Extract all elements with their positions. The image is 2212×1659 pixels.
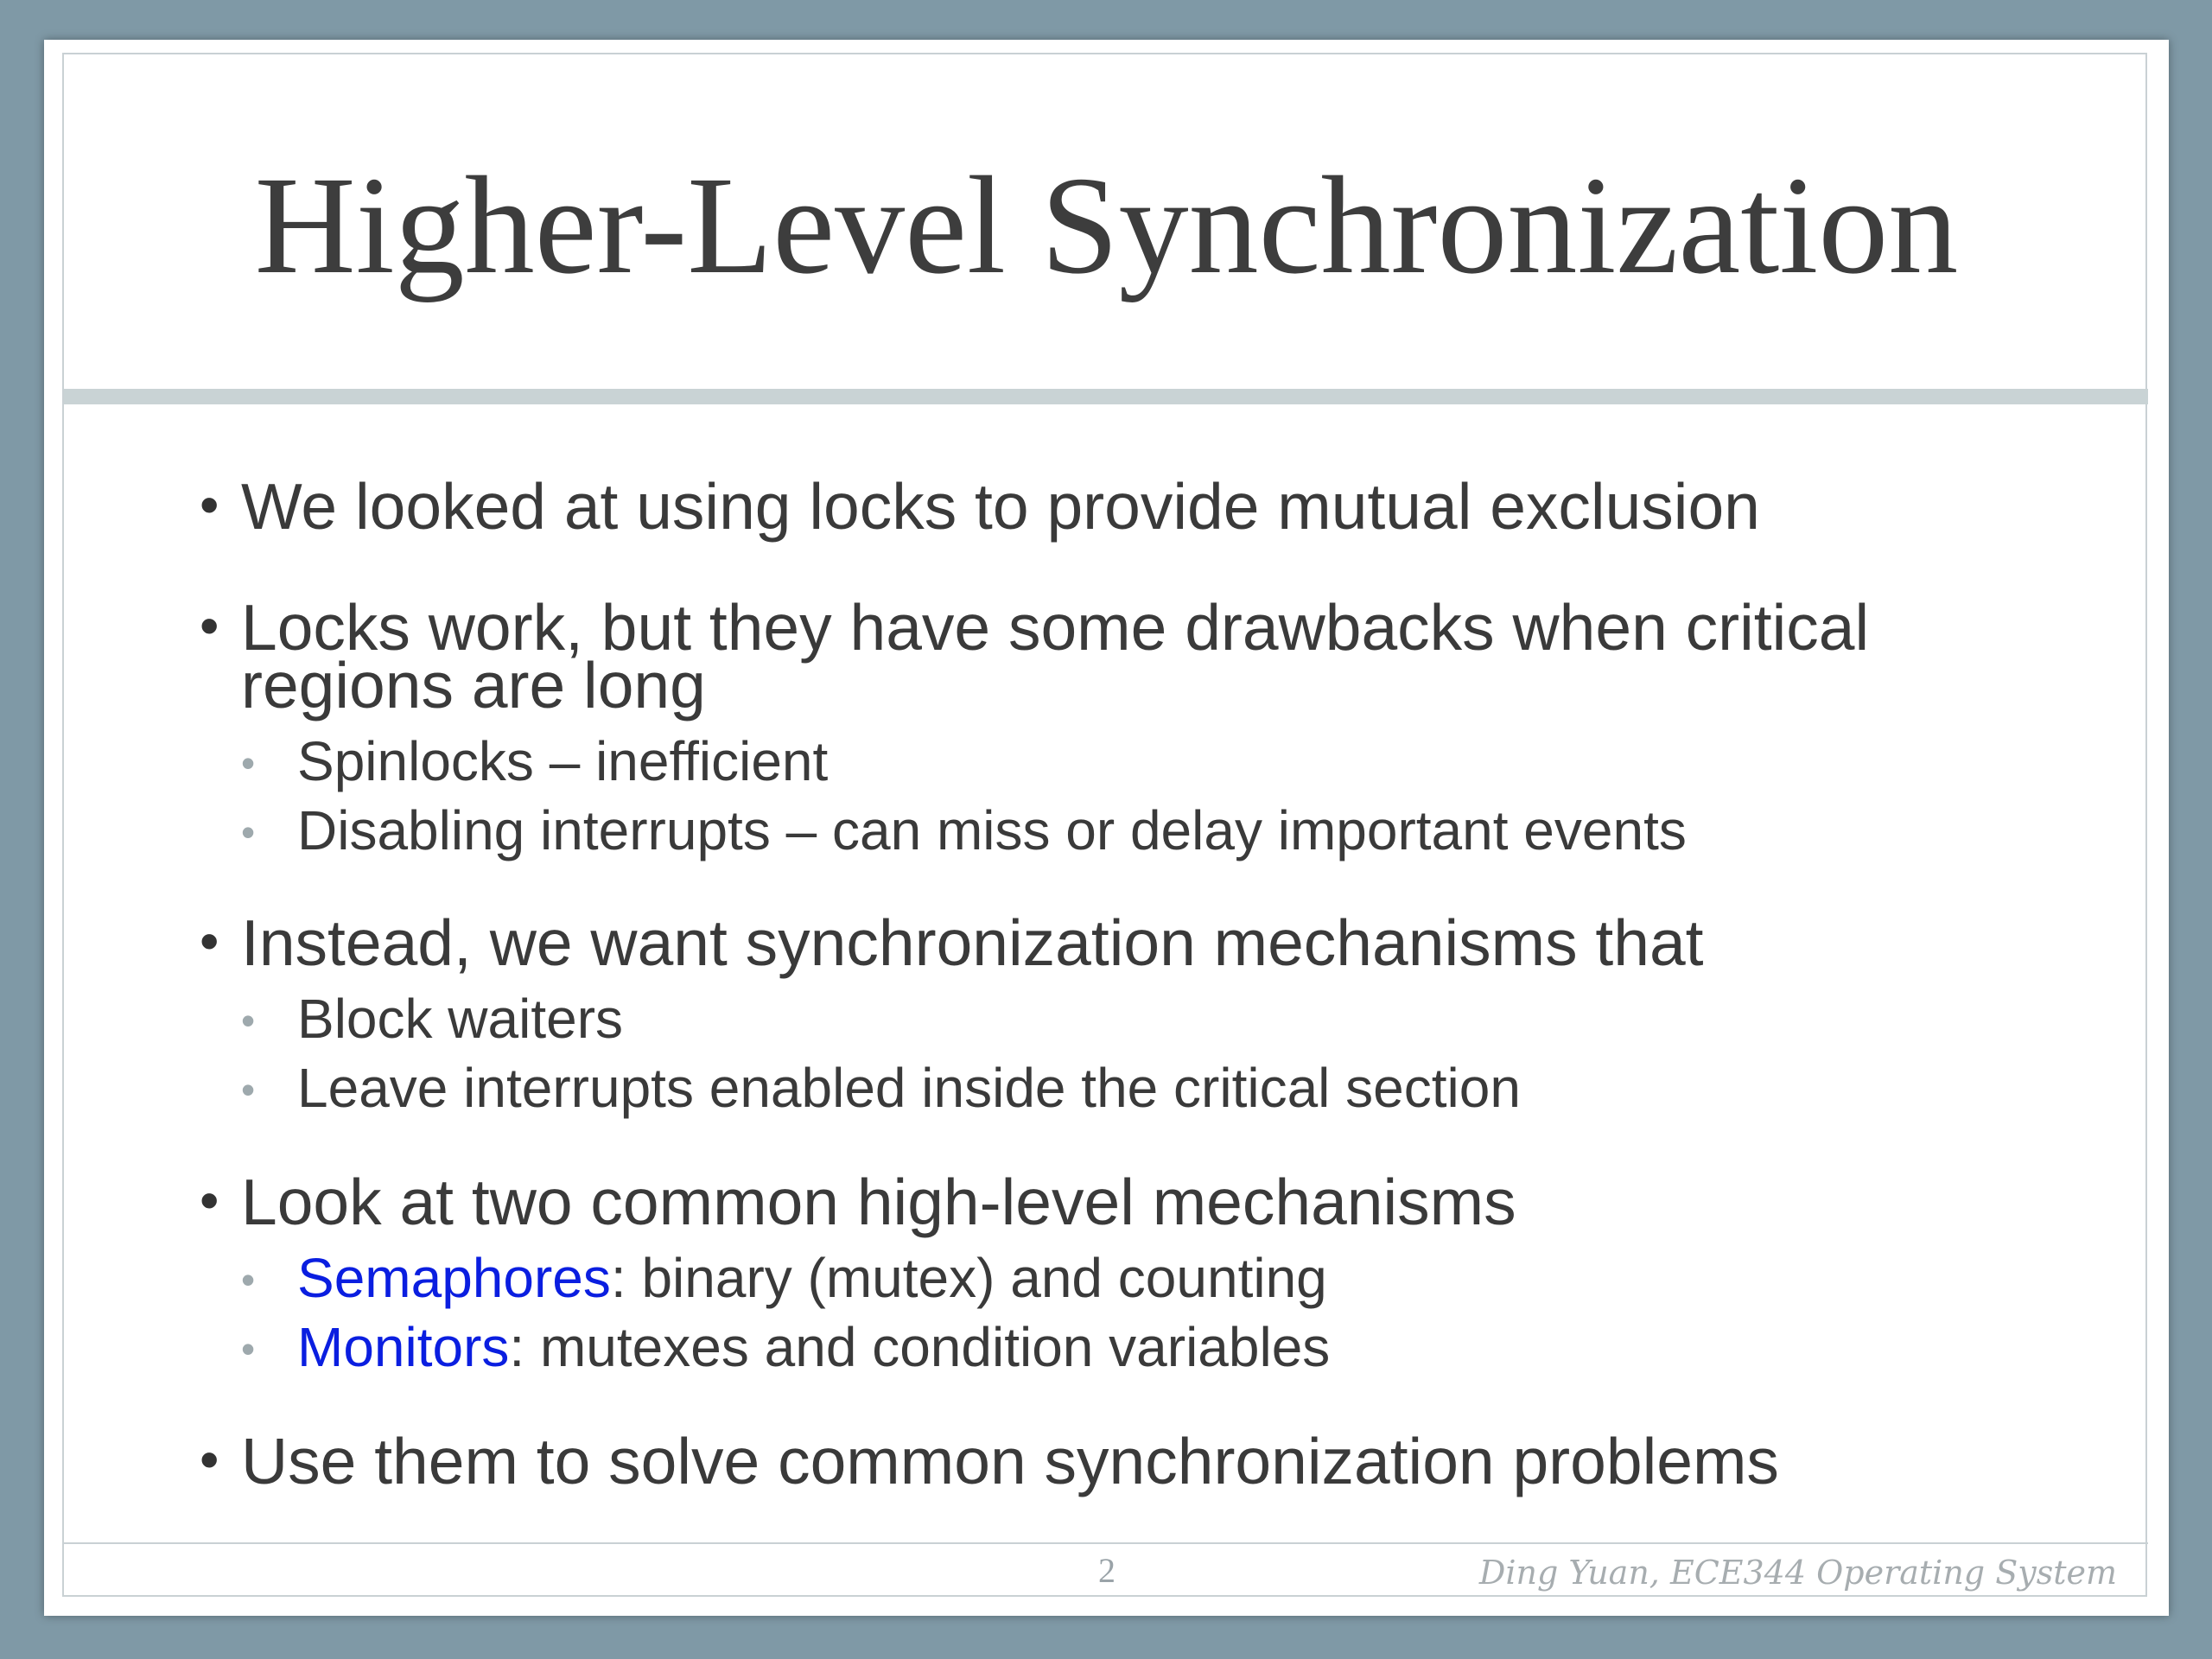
bullet-item [200, 1166, 1516, 1238]
footer-divider [64, 1542, 2148, 1544]
semaphores-term: Semaphores [297, 1247, 611, 1309]
sub-bullet-text: : mutexes and condition variables [509, 1316, 1331, 1378]
bullet-dot-icon: • [200, 594, 219, 657]
slide-title: Higher-Level Synchronization [254, 149, 1959, 303]
sub-bullet-dot-icon: • [241, 1326, 256, 1371]
sub-bullet-item [241, 730, 829, 792]
bullet-dot-icon: • [200, 1428, 219, 1491]
sub-bullet-text: Leave interrupts enabled inside the critical section [297, 1057, 1521, 1119]
sub-bullet-text: Block waiters [297, 988, 623, 1050]
bullet-item [200, 906, 1704, 979]
sub-bullet-dot-icon: • [241, 810, 256, 855]
bullet-text: We looked at using locks to provide mutual exclusion [241, 470, 1760, 543]
sub-bullet-item [241, 1057, 1521, 1119]
bullet-text-line-2: regions are long [241, 649, 706, 721]
bullet-item [200, 470, 1760, 543]
sub-bullet-text: Spinlocks – inefficient [297, 730, 829, 792]
slide-content [44, 40, 2169, 1616]
page-number: 2 [1098, 1551, 1116, 1590]
footer-credit: Ding Yuan, ECE344 Operating System [1478, 1554, 2117, 1592]
bullet-text: Instead, we want synchronization mechanisms that [241, 906, 1704, 979]
sub-bullet-text: : binary (mutex) and counting [610, 1247, 1327, 1309]
sub-bullet-item [241, 1247, 1327, 1309]
sub-bullet-item [241, 1316, 1331, 1378]
bullet-dot-icon: • [200, 474, 219, 536]
monitors-term: Monitors [297, 1316, 510, 1378]
sub-bullet-dot-icon: • [241, 998, 256, 1043]
sub-bullet-dot-icon: • [241, 1257, 256, 1302]
sub-bullet-dot-icon: • [241, 1067, 256, 1112]
bullet-text-line-1: Locks work, but they have some drawbacks when critical [241, 591, 1870, 664]
sub-bullet-item [241, 988, 623, 1050]
slide [44, 40, 2169, 1616]
bullet-text: Use them to solve common synchronization problems [241, 1425, 1779, 1497]
bullet-dot-icon: • [200, 1169, 219, 1231]
sub-bullet-dot-icon: • [241, 741, 256, 785]
sub-bullet-text: Disabling interrupts – can miss or delay important events [297, 799, 1687, 861]
bullet-dot-icon: • [200, 910, 219, 972]
bullet-item [200, 1425, 1779, 1497]
sub-bullet-item [241, 799, 1687, 861]
bullet-text: Look at two common high-level mechanisms [241, 1166, 1516, 1238]
bullet-continuation [241, 649, 706, 721]
